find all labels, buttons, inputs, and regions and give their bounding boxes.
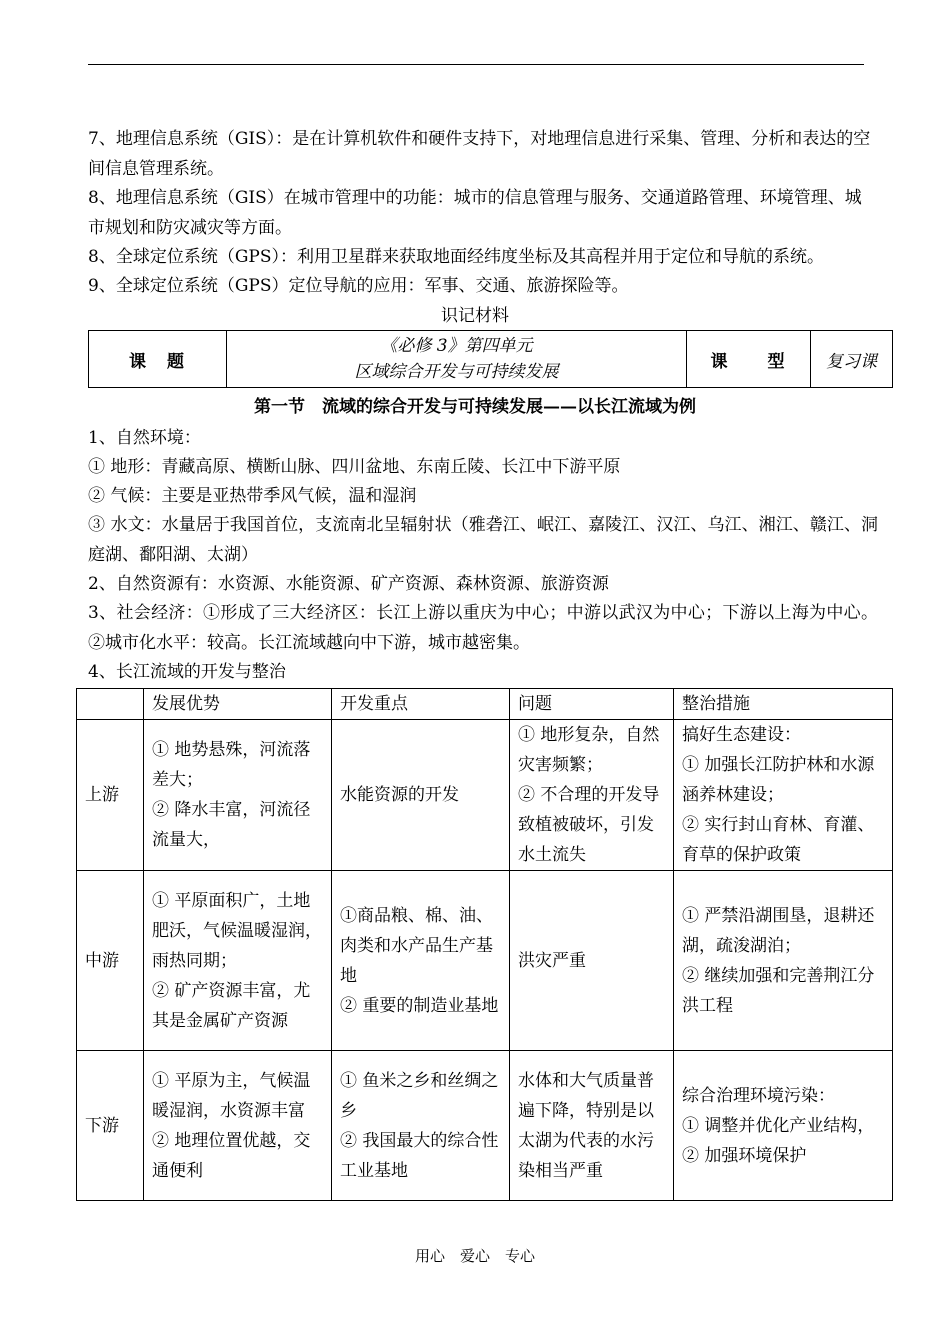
cell-line: ① 调整并优化产业结构， <box>682 1115 875 1136</box>
region-cell: 下游 <box>77 1051 144 1201</box>
advantage-cell <box>144 871 332 1051</box>
intro-item-gps-applications: 9、全球定位系统（GPS）定位导航的应用：军事、交通、旅游探险等。 <box>88 276 629 296</box>
cell-line: ① 平原为主，气候温暖湿润，水资源丰富 <box>152 1070 311 1121</box>
cell-line: ①商品粮、棉、油、肉类和水产品生产基地 <box>340 905 493 986</box>
body-line-development: 4、长江流域的开发与整治 <box>88 662 286 682</box>
topic-line-2: 区域综合开发与可持续发展 <box>354 362 559 382</box>
lesson-header-table <box>88 330 893 388</box>
cell-line: ② 加强环境保护 <box>682 1145 807 1166</box>
cell-line: ② 地理位置优越，交通便利 <box>152 1130 311 1181</box>
cell-line: ① 加强长江防护林和水源涵养林建设； <box>682 755 875 805</box>
cell-line: ① 地势悬殊，河流落差大； <box>152 740 311 790</box>
table-row <box>77 720 893 871</box>
cell-line: 水体和大气质量普遍下降，特别是以太湖为代表的水污染相当严重 <box>518 1070 654 1181</box>
body-line-hydrology: ③ 水文：水量居于我国首位，支流南北呈辐射状（雅砻江、岷江、嘉陵江、汉江、乌江、湘江、赣江、洞庭湖、鄱阳湖、太湖） <box>88 515 878 565</box>
topic-line-1: 《必修 3》第四单元 <box>380 336 533 356</box>
cell-line: ② 继续加强和完善荆江分洪工程 <box>682 965 875 1016</box>
type-value: 复习课 <box>811 331 893 388</box>
section-title: 第一节 流域的综合开发与可持续发展——以长江流域为例 <box>254 397 696 417</box>
advantage-cell <box>144 1051 332 1201</box>
cell-line: 水能资源的开发 <box>340 785 459 805</box>
header-measures: 整治措施 <box>674 689 893 720</box>
cell-line: ① 鱼米之乡和丝绸之乡 <box>340 1070 499 1121</box>
body-line-resources: 2、自然资源有：水资源、水能资源、矿产资源、森林资源、旅游资源 <box>88 574 609 594</box>
problem-cell <box>510 1051 674 1201</box>
header-rule <box>88 64 864 65</box>
cell-line: ② 矿产资源丰富，尤其是金属矿产资源 <box>152 980 311 1031</box>
body-line-climate: ② 气候：主要是亚热带季风气候，温和湿润 <box>88 486 417 506</box>
cell-line: ② 降水丰富，河流径流量大， <box>152 800 311 850</box>
measures-cell <box>674 720 893 871</box>
problem-cell <box>510 720 674 871</box>
cell-line: ① 地形复杂，自然灾害频繁； <box>518 725 660 775</box>
measures-cell <box>674 871 893 1051</box>
intro-item-gis-functions: 8、地理信息系统（GIS）在城市管理中的功能：城市的信息管理与服务、交通道路管理、环境管理、城市规划和防灾减灾等方面。 <box>88 188 862 238</box>
header-focus: 开发重点 <box>332 689 510 720</box>
header-region <box>77 689 144 720</box>
focus-cell <box>332 720 510 871</box>
measures-cell <box>674 1051 893 1201</box>
body-line-natural-env: 1、自然环境： <box>88 428 201 448</box>
cell-line: 搞好生态建设： <box>682 725 801 745</box>
cell-line: 洪灾严重 <box>518 950 586 971</box>
focus-cell <box>332 1051 510 1201</box>
table-row <box>77 1051 893 1201</box>
page-footer: 用心 爱心 专心 <box>414 1247 535 1265</box>
region-cell: 中游 <box>77 871 144 1051</box>
development-table <box>76 688 893 1201</box>
topic-label: 课 题 <box>89 331 227 388</box>
cell-line: ② 不合理的开发导致植被破坏，引发水土流失 <box>518 785 660 865</box>
cell-line: ② 我国最大的综合性工业基地 <box>340 1130 499 1181</box>
intro-item-gis-definition: 7、地理信息系统（GIS）：是在计算机软件和硬件支持下，对地理信息进行采集、管理、分析和表达的空间信息管理系统。 <box>88 129 871 179</box>
cell-line: ① 严禁沿湖围垦，退耕还湖，疏浚湖泊； <box>682 905 875 956</box>
type-label: 课 型 <box>687 331 811 388</box>
caption: 识记材料 <box>441 306 509 326</box>
cell-line: 综合治理环境污染： <box>682 1085 835 1106</box>
topic-value <box>227 331 687 388</box>
table-header-row <box>77 689 893 720</box>
cell-line: ② 重要的制造业基地 <box>340 995 499 1016</box>
table-row <box>77 871 893 1051</box>
advantage-cell <box>144 720 332 871</box>
body-line-economy: 3、社会经济：①形成了三大经济区：长江上游以重庆为中心；中游以武汉为中心；下游以上海为中心。②城市化水平：较高。长江流域越向中下游，城市越密集。 <box>88 603 878 653</box>
cell-line: ② 实行封山育林、育灌、育草的保护政策 <box>682 815 875 865</box>
intro-item-gps-definition: 8、全球定位系统（GPS）：利用卫星群来获取地面经纬度坐标及其高程并用于定位和导航的系统。 <box>88 247 824 267</box>
region-cell: 上游 <box>77 720 144 871</box>
focus-cell <box>332 871 510 1051</box>
cell-line: ① 平原面积广，土地肥沃，气候温暖湿润，雨热同期； <box>152 890 322 971</box>
header-problem: 问题 <box>510 689 674 720</box>
header-advantage: 发展优势 <box>144 689 332 720</box>
body-line-terrain: ① 地形：青藏高原、横断山脉、四川盆地、东南丘陵、长江中下游平原 <box>88 457 621 477</box>
problem-cell <box>510 871 674 1051</box>
